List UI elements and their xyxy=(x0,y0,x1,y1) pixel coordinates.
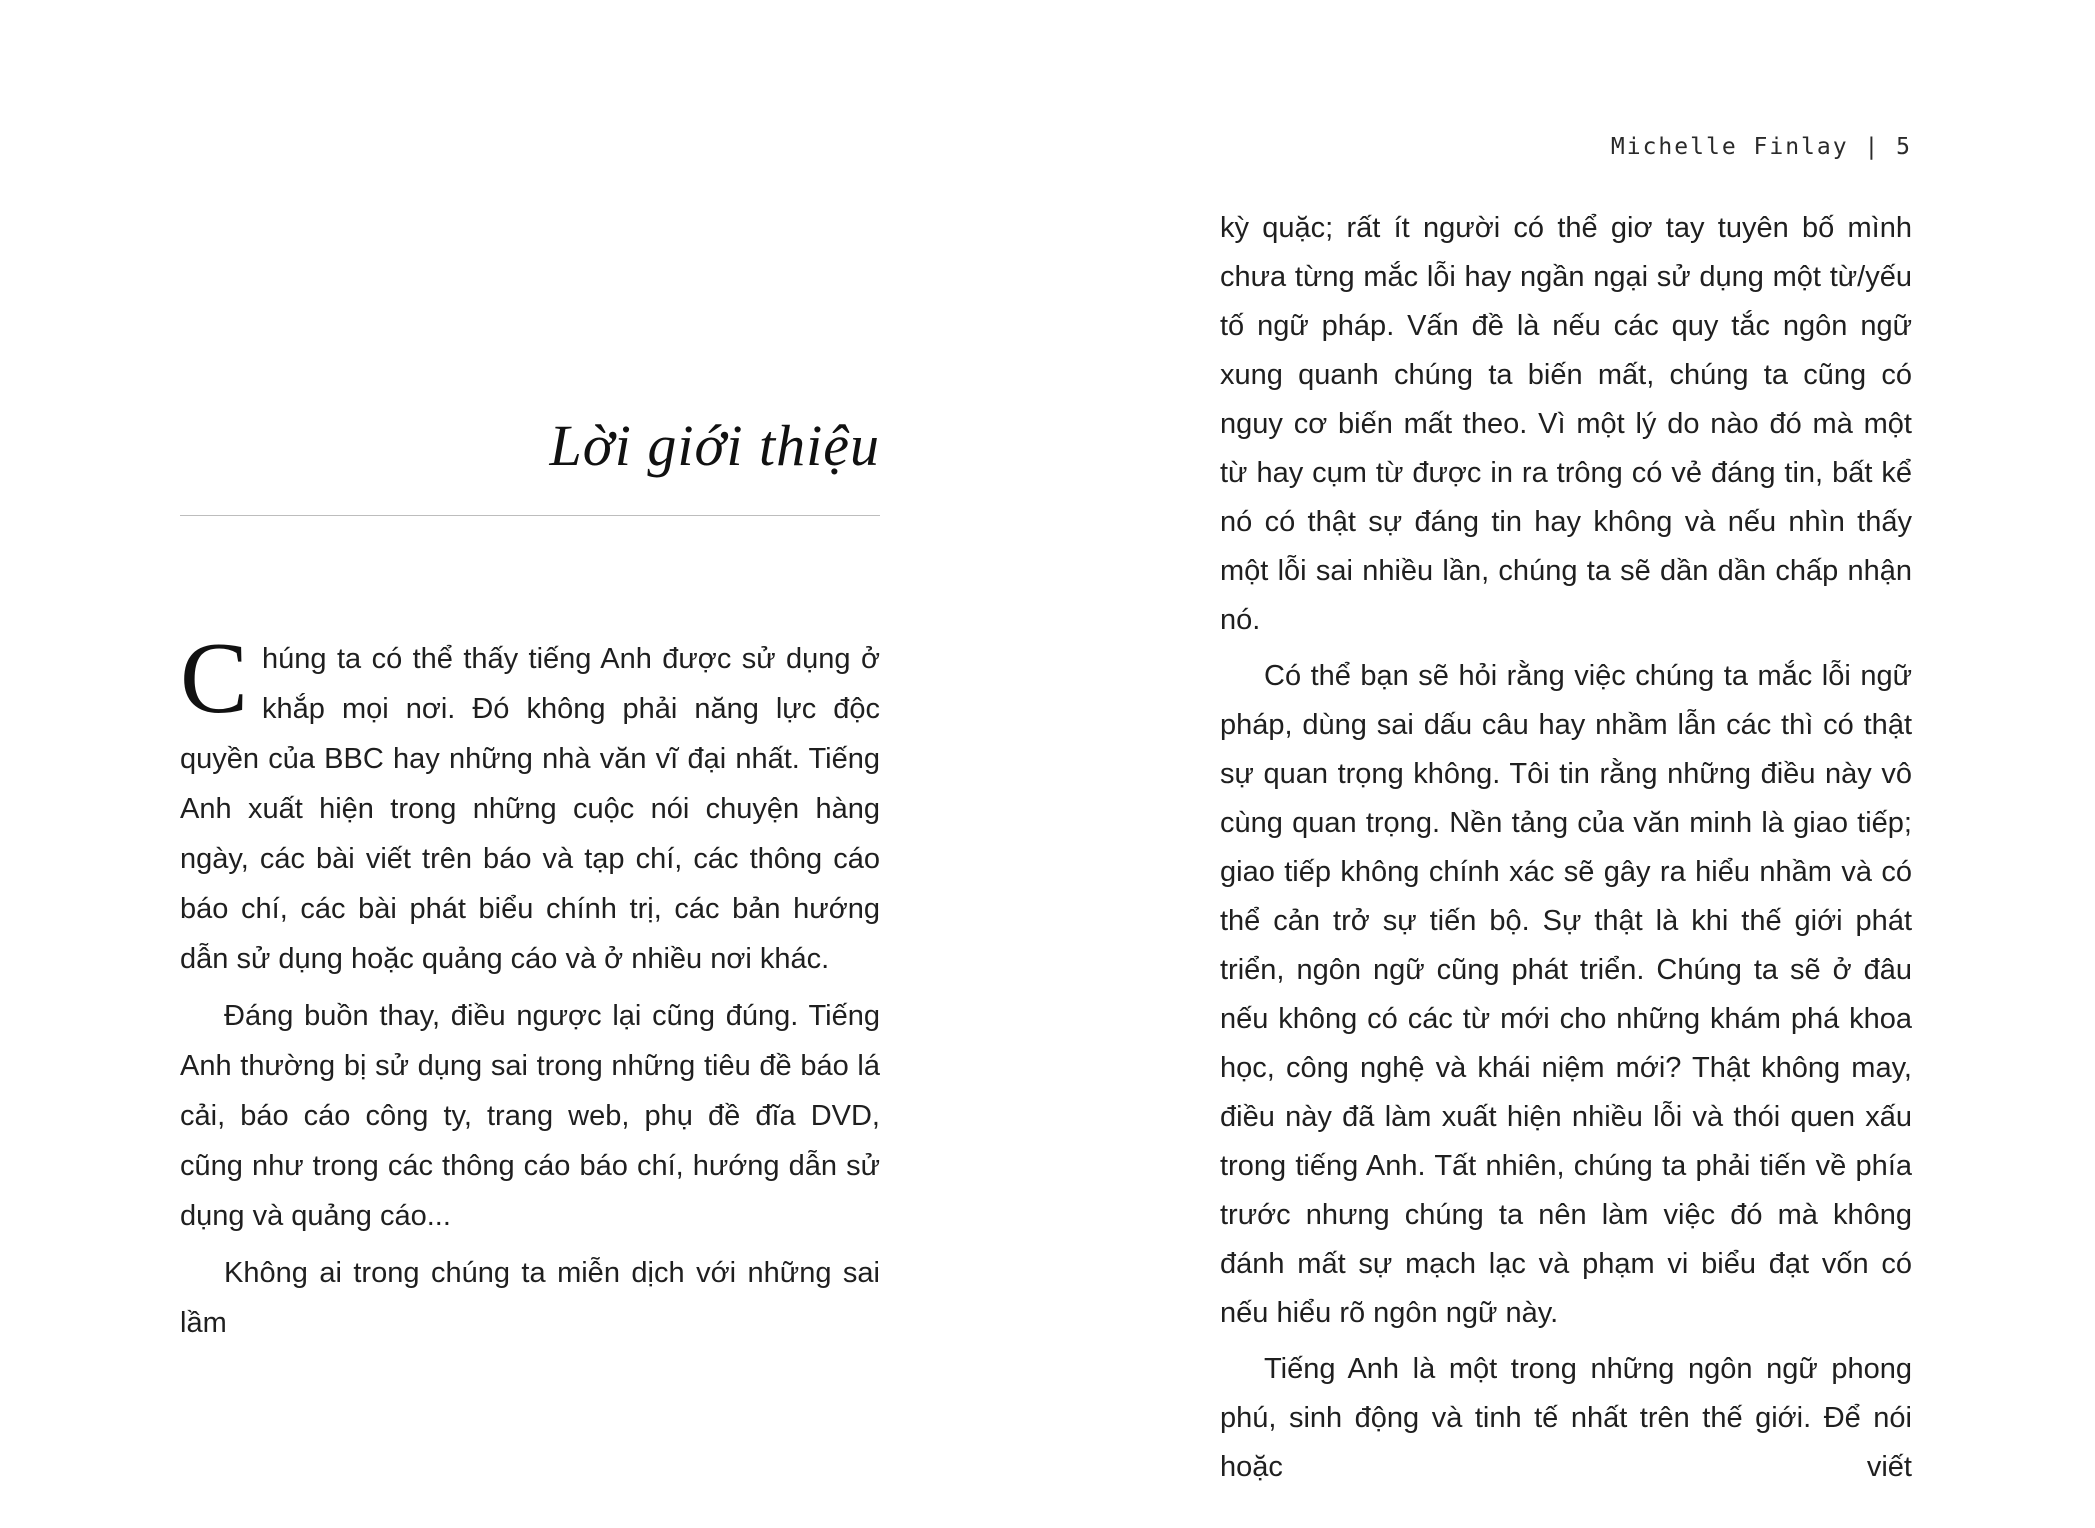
page-right-body xyxy=(1220,204,1912,1492)
drop-cap: C xyxy=(180,622,249,735)
paragraph: Không ai trong chúng ta miễn dịch với những sai lầm xyxy=(180,1257,880,1339)
paragraph xyxy=(180,622,880,984)
paragraph: Có thể bạn sẽ hỏi rằng việc chúng ta mắc lỗi ngữ pháp, dùng sai dấu câu hay nhầm lẫn các thì có thật sự quan trọng không. Tôi tin rằng những điều này vô cùng quan trọng. Nền tảng của văn minh là giao tiếp; giao tiếp không chính xác sẽ gây ra hiểu nhầm và có thể cản trở sự tiến bộ. Sự thật là khi thế giới phát triển, ngôn ngữ cũng phát triển. Chúng ta sẽ ở đâu nếu không có các từ mới cho những khám phá khoa học, công nghệ và khái niệm mới? Thật không may, điều này đã làm xuất hiện nhiều lỗi và thói quen xấu trong tiếng Anh. Tất nhiên, chúng ta phải tiến về phía trước nhưng chúng ta nên làm việc đó mà không đánh mất sự mạch lạc và phạm vi biểu đạt vốn có nếu hiểu rõ ngôn ngữ này. xyxy=(1220,660,1912,1329)
paragraph: kỳ quặc; rất ít người có thể giơ tay tuyên bố mình chưa từng mắc lỗi hay ngần ngại sử dụng một từ/yếu tố ngữ pháp. Vấn đề là nếu các quy tắc ngôn ngữ xung quanh chúng ta biến mất, chúng ta cũng có nguy cơ biến mất theo. Vì một lý do nào đó mà một từ hay cụm từ được in ra trông có vẻ đáng tin, bất kể nó có thật sự đáng tin hay không và nếu nhìn thấy một lỗi sai nhiều lần, chúng ta sẽ dần dần chấp nhận nó. xyxy=(1220,212,1912,636)
chapter-title: Lời giới thiệu xyxy=(549,413,880,478)
paragraph: Tiếng Anh là một trong những ngôn ngữ phong phú, sinh động và tinh tế nhất trên thế giới. Để nói hoặc viết xyxy=(1220,1353,1912,1483)
page-left xyxy=(180,0,880,1528)
paragraph-text: húng ta có thể thấy tiếng Anh được sử dụng ở khắp mọi nơi. Đó không phải năng lực độc quyền của BBC hay những nhà văn vĩ đại nhất. Tiếng Anh xuất hiện trong những cuộc nói chuyện hàng ngày, các bài viết trên báo và tạp chí, các thông cáo báo chí, các bài phát biểu chính trị, các bản hướng dẫn sử dụng hoặc quảng cáo và ở nhiều nơi khác. xyxy=(180,643,880,975)
running-header: Michelle Finlay | 5 xyxy=(1610,134,1912,160)
page-left-body xyxy=(180,622,880,1348)
page-right xyxy=(1220,0,1912,1528)
paragraph: Đáng buồn thay, điều ngược lại cũng đúng. Tiếng Anh thường bị sử dụng sai trong những tiêu đề báo lá cải, báo cáo công ty, trang web, phụ đề đĩa DVD, cũng như trong các thông cáo báo chí, hướng dẫn sử dụng và quảng cáo... xyxy=(180,1000,880,1232)
title-divider xyxy=(180,515,880,516)
